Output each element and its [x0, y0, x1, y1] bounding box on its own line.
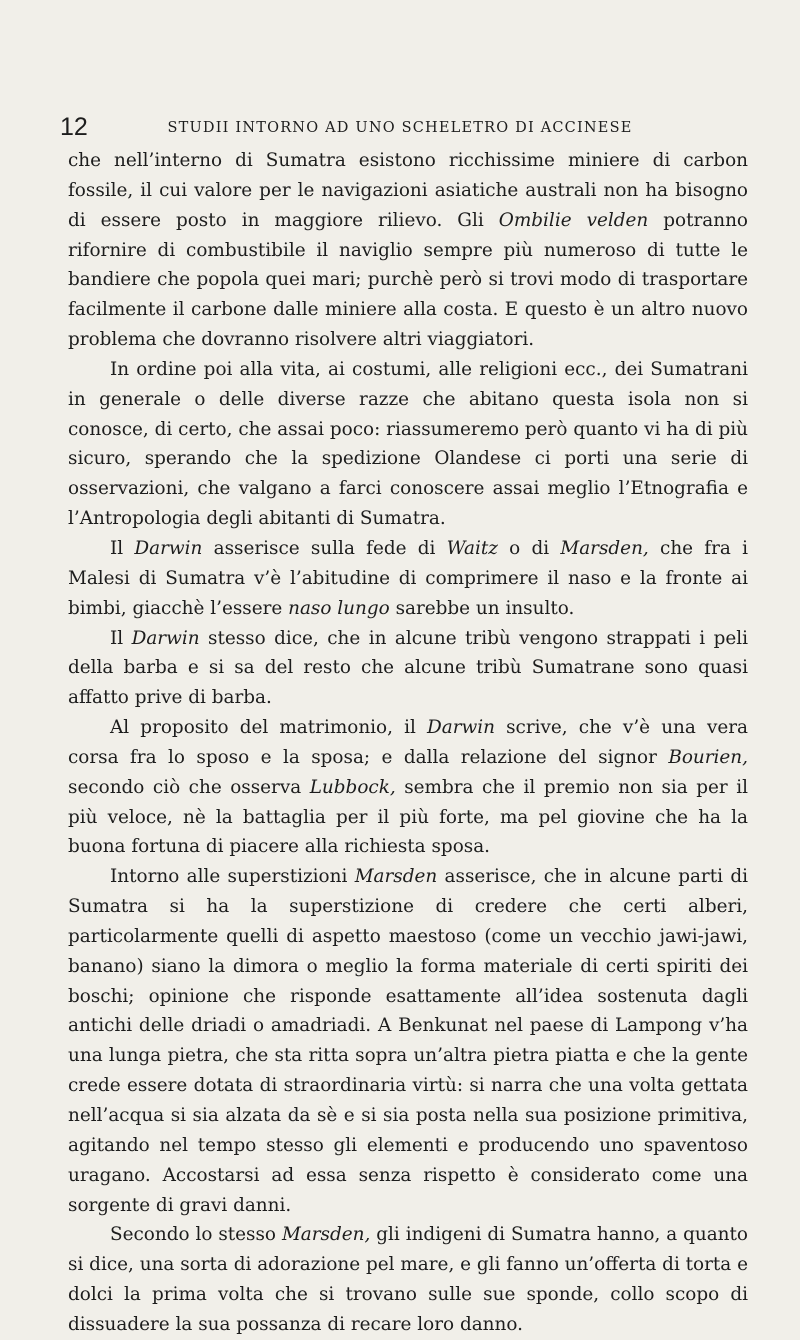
italic-text: naso lungo: [288, 597, 390, 619]
text-run: asserisce sulla fede di: [202, 537, 447, 559]
text-run: Secondo lo stesso: [110, 1224, 282, 1246]
page-number: 12: [60, 113, 88, 141]
italic-text: Darwin: [134, 537, 203, 559]
text-run: Il: [110, 537, 135, 559]
text-run: che nell’interno di Sumatra esistono ricchissime miniere di carbon fossile, il cui valore per le navigazioni asiatiche australi non ha bisogno di essere posto in maggiore rilievo. Gli: [68, 150, 748, 231]
text-run: Al proposito del matrimonio, il: [110, 717, 428, 739]
italic-text: Waitz: [446, 537, 498, 559]
italic-text: Lubbock,: [309, 776, 396, 798]
text-run: asserisce, che in alcune parti di Sumatra si ha la superstizione di credere che certi alberi, particolarmente quelli di aspetto maestoso (come un vecchio jawi-jawi, banano) siano la dimora o meglio la forma materiale di certi spiriti dei boschi; opinione che risponde esattamente all’idea sostenuta dagli antichi delle driadi o amadriadi. A Benkunat nel paese di Lampong v’ha una lunga pietra, che sta ritta sopra un’altra pietra piatta e che la gente crede essere dotata di straordinaria virtù: si narra che una volta gettata nell’acqua si sia alzata da sè e si sia posta nella sua posizione primitiva, agitando nel tempo stesso gli elementi e producendo uno spaventoso uragano. Accostarsi ad essa senza rispetto è considerato come una sorgente di gravi danni.: [68, 866, 748, 1216]
paragraph: [68, 713, 748, 862]
paragraph: [68, 862, 748, 1220]
text-run: o di: [497, 537, 561, 559]
italic-text: Darwin: [427, 717, 495, 739]
text-run: scrive, che v’è una vera corsa fra lo sposo e la sposa; e dalla relazione del signor: [68, 717, 749, 768]
italic-text: Darwin: [131, 627, 200, 649]
text-run: stesso dice, che in alcune tribù vengono strappati i peli della barba e si sa del resto che alcune tribù Sumatrane sono quasi affatto prive di barba.: [68, 627, 748, 709]
italic-text: Ombilie velden: [498, 209, 649, 231]
body-text: [68, 146, 748, 1340]
paragraph: [68, 355, 748, 534]
text-run: che fra i Malesi di Sumatra v’è l’abitudine di comprimere il naso e la fronte ai bimbi, giacchè l’essere: [68, 537, 748, 619]
text-run: Intorno alle superstizioni: [110, 866, 355, 888]
paragraph: [68, 146, 748, 355]
paragraph: [68, 624, 748, 714]
text-run: In ordine poi alla vita, ai costumi, alle religioni ecc., dei Sumatrani in generale o delle diverse razze che abitano questa isola non si conosce, di certo, che assai poco: riassumeremo però quanto vi ha di più sicuro, sperando che la spedizione Olandese ci porti una serie di osservazioni, che valgano a farci conoscere assai meglio l’Etnografia e l’Antropologia degli abitanti di Sumatra.: [68, 358, 748, 530]
page-header: [60, 112, 740, 142]
text-run: potranno rifornire di combustibile il naviglio sempre più numeroso di tutte le bandiere che popola quei mari; purchè però si trovi modo di trasportare facilmente il carbone dalle miniere alla costa. E questo è un altro nuovo problema che dovranno risolvere altri viaggiatori.: [68, 209, 748, 351]
text-run: sarebbe un insulto.: [389, 597, 575, 619]
italic-text: Marsden,: [560, 537, 649, 559]
italic-text: Bourien,: [668, 746, 748, 768]
italic-text: Marsden: [354, 866, 438, 888]
paragraph: [68, 1220, 748, 1339]
running-title: STUDII INTORNO AD UNO SCHELETRO DI ACCINESE: [167, 120, 633, 136]
text-run: Il: [110, 627, 132, 649]
italic-text: Marsden,: [281, 1224, 371, 1246]
text-run: sembra che il premio non sia per il più veloce, nè la battaglia per il più forte, ma pel giovine che ha la buona fortuna di piacere alla richiesta sposa.: [68, 776, 748, 858]
paragraph: [68, 534, 748, 624]
text-run: gli indigeni di Sumatra hanno, a quanto si dice, una sorta di adorazione pel mare, e gli fanno un’offerta di torta e dolci la prima volta che si trovano sulle sue sponde, collo scopo di dissuadere la sua possanza di recare loro danno.: [68, 1224, 749, 1335]
text-run: secondo ciò che osserva: [68, 776, 310, 798]
